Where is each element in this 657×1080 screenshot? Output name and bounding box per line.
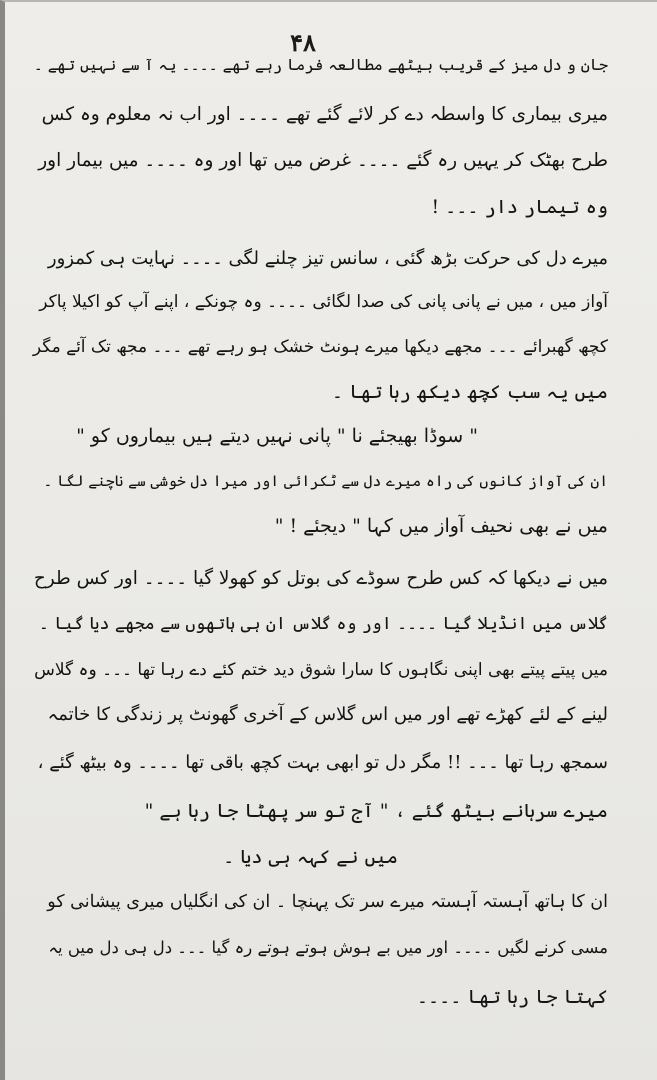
- text-line: کہتا جا رہا تھا ۔۔۔۔: [416, 986, 608, 1008]
- text-line: آواز میں ، میں نے پانی پانی کی صدا لگائی ۔۔۔۔ وہ چونکے ، اپنے آپ کو اکیلا پاکر: [39, 292, 608, 312]
- text-line: گلاس میں انڈیلا گیا ۔۔۔۔ اور وہ گلاس ان ہی ہاتھوں سے مجھے دیا گیا ۔: [38, 614, 608, 634]
- text-line: میرے سرہانے بیٹھ گئے ، " آج تو سر پھٹا جا رہا ہے ": [144, 800, 608, 822]
- text-line: " سوڈا بھیجئے نا " پانی نہیں دیتے ہیں بیماروں کو ": [76, 425, 478, 447]
- text-line: جان و دل میز کے قریب بیٹھے مطالعہ فرما رہے تھے ۔۔۔۔ یہ آ سے نہیں تھے ۔: [33, 56, 608, 74]
- text-line: کچھ گھبرائے ۔۔۔ مجھے دیکھا میرے ہونٹ خشک ہو رہے تھے ۔۔۔ مجھ تک آئے مگر: [32, 337, 608, 357]
- text-line: میں پیتے پیتے بھی اپنی نگاہوں کا سارا شوق دید ختم کئے دے رہا تھا ۔۔۔ وہ گلاس: [34, 660, 608, 680]
- text-line: میں نے دیکھا کہ کس طرح سوڈے کی بوتل کو کھولا گیا ۔۔۔۔ اور کس طرح: [33, 568, 608, 589]
- text-line: مسی کرنے لگیں ۔۔۔۔ اور میں بے ہوش ہوتے ہوتے رہ گیا ۔۔۔ دل ہی دل میں یہ: [48, 938, 608, 957]
- text-line: میں یہ سب کچھ دیکھ رہا تھا ۔: [331, 381, 608, 403]
- text-line: وہ تیمار دار ۔۔۔ !: [431, 196, 608, 218]
- text-line: طرح بھٹک کر یہیں رہ گئے ۔۔۔۔ غرض میں تھا اور وہ ۔۔۔۔ میں بیمار اور: [38, 150, 608, 171]
- text-line: میری بیماری کا واسطہ دے کر لائے گئے تھے ۔۔۔۔ اور اب نہ معلوم وہ کس: [41, 104, 608, 125]
- text-line: میں نے کہہ ہی دیا ۔: [223, 846, 398, 868]
- text-line: سمجھ رہا تھا ۔۔۔ !! مگر دل تو ابھی بہت کچھ باقی تھا ۔۔۔۔ وہ بیٹھ گئے ،: [37, 752, 608, 773]
- text-line: لینے کے لئے کھڑے تھے اور میں اس گلاس کے آخری گھونٹ پر زندگی کا خاتمہ: [47, 704, 608, 725]
- text-line: ان کا ہاتھ آہستہ آہستہ میرے سر تک پہنچا ۔ ان کی انگلیاں میری پیشانی کو: [47, 892, 608, 912]
- text-line: میں نے بھی نحیف آواز میں کہا " دیجئے ! ": [274, 515, 608, 537]
- page-number: ۴۸: [290, 28, 316, 57]
- text-line: ان کی آواز کانوں کی راہ میرے دل سے ٹکرائی اور میرا دل خوشی سے ناچنے لگا ۔: [43, 472, 608, 490]
- text-line: میرے دل کی حرکت بڑھ گئی ، سانس تیز چلنے لگی ۔۔۔۔ نہایت ہی کمزور: [47, 248, 608, 269]
